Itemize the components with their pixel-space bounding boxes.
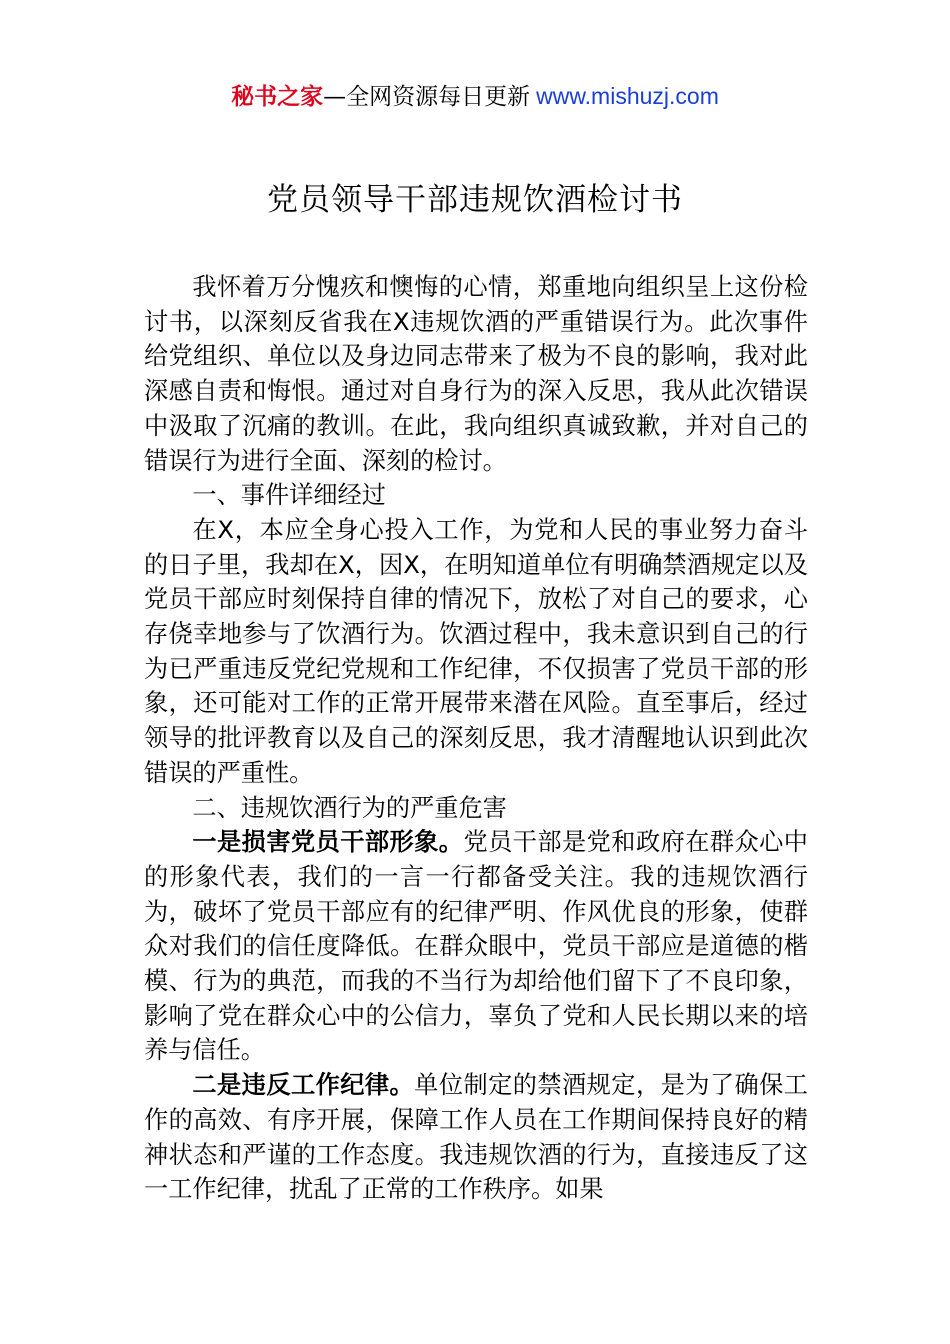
point-1-paragraph — [144, 825, 808, 1068]
section-heading-1: 一、事件详细经过 — [192, 481, 386, 510]
header-tagline: —全网资源每日更新 — [323, 84, 531, 110]
brand-name: 秘书之家 — [231, 84, 324, 110]
site-url-link[interactable]: www.mishuzj.com — [536, 83, 719, 109]
point-1-lead: 一是损害党员干部形象。 — [192, 828, 464, 857]
section-1-paragraph: 在X，本应全身心投入工作，为党和人民的事业努力奋斗的日子里，我却在X，因X，在明知道单位有明确禁酒规定以及党员干部应时刻保持自律的情况下，放松了对自己的要求，心存侥幸地参与了饮酒行为。饮酒过程中，我未意识到自己的行为已严重违反党纪党规和工作纪律，不仅损害了党员干部的形象，还可能对工作的正常开展带来潜在风险。直至事后，经过领导的批评教育以及自己的深刻反思，我才清醒地认识到此次错误的严重性。 — [144, 515, 808, 787]
section-heading-2: 二、违规饮酒行为的严重危害 — [192, 793, 507, 822]
site-header — [0, 80, 950, 113]
point-1-text: 党员干部是党和政府在群众心中的形象代表，我们的一言一行都备受关注。我的违规饮酒行为，破坏了党员干部应有的纪律严明、作风优良的形象，使群众对我们的信任度降低。在群众眼中，党员干部应是道德的楷模、行为的典范，而我的不当行为却给他们留下了不良印象，影响了党在群众心中的公信力，辜负了党和人民长期以来的培养与信任。 — [144, 828, 808, 1065]
intro-paragraph: 我怀着万分愧疚和懊悔的心情，郑重地向组织呈上这份检讨书，以深刻反省我在X违规饮酒的严重错误行为。此次事件给党组织、单位以及身边同志带来了极为不良的影响，我对此深感自责和悔恨。通过对自身行为的深入反思，我从此次错误中汲取了沉痛的教训。在此，我向组织真诚致歉，并对自己的错误行为进行全面、深刻的检讨。 — [144, 273, 808, 475]
point-2-lead: 二是违反工作纪律。 — [192, 1071, 415, 1100]
point-2-paragraph — [144, 1068, 808, 1207]
document-title: 党员领导干部违规饮酒检讨书 — [267, 182, 683, 218]
point-2-text: 单位制定的禁酒规定，是为了确保工作的高效、有序开展，保障工作人员在工作期间保持良好的精神状态和严谨的工作态度。我违规饮酒的行为，直接违反了这一工作纪律，扰乱了正常的工作秩序。如果 — [144, 1071, 808, 1204]
document-body — [144, 270, 808, 1207]
